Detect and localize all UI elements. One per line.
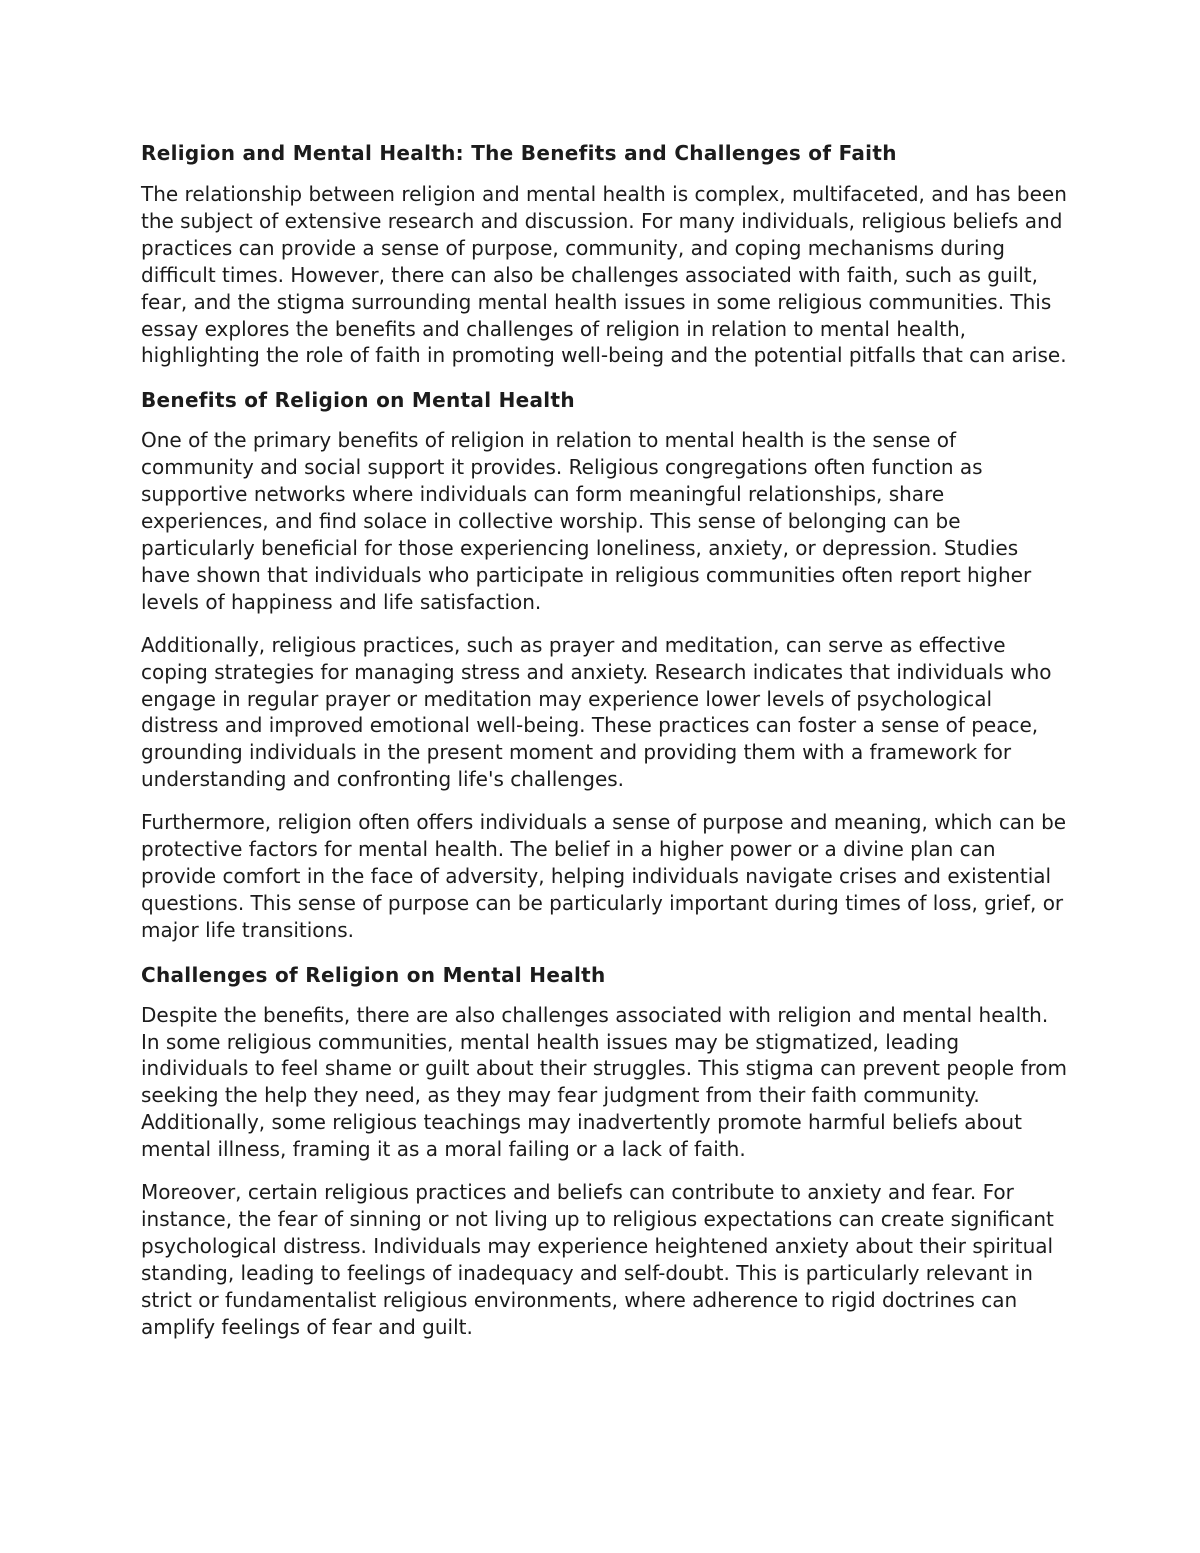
document-body <box>141 138 1071 1357</box>
intro-paragraph: The relationship between religion and mental health is complex, multifaceted, and has been the subject of extensive research and discussion. For many individuals, religious beliefs and practices can provide a sense of purpose, community, and coping mechanisms during difficult times. However, there can also be challenges associated with faith, such as guilt, fear, and the stigma surrounding mental health issues in some religious communities. This essay explores the benefits and challenges of religion in relation to mental health, highlighting the role of faith in promoting well-being and the potential pitfalls that can arise. <box>141 182 1067 368</box>
section-heading-challenges: Challenges of Religion on Mental Health <box>141 962 606 987</box>
challenges-paragraph: Moreover, certain religious practices and beliefs can contribute to anxiety and fear. For instance, the fear of sinning or not living up to religious expectations can create significant psychological distress. Individuals may experience heightened anxiety about their spiritual standing, leading to feelings of inadequacy and self-doubt. This is particularly relevant in strict or fundamentalist religious environments, where adherence to rigid doctrines can amplify feelings of fear and guilt. <box>141 1180 1054 1339</box>
document-title: Religion and Mental Health: The Benefits and Challenges of Faith <box>141 141 897 165</box>
challenges-paragraph: Despite the benefits, there are also challenges associated with religion and mental health. In some religious communities, mental health issues may be stigmatized, leading individuals to feel shame or guilt about their struggles. This stigma can prevent people from seeking the help they need, as they may fear judgment from their faith community. Additionally, some religious teachings may inadvertently promote harmful beliefs about mental illness, framing it as a moral failing or a lack of faith. <box>141 1002 1068 1162</box>
benefits-paragraph: Additionally, religious practices, such as prayer and meditation, can serve as effective coping strategies for managing stress and anxiety. Research indicates that individuals who engage in regular prayer or meditation may experience lower levels of psychological distress and improved emotional well-being. These practices can foster a sense of peace, grounding individuals in the present moment and providing them with a framework for understanding and confronting life's challenges. <box>141 632 1052 792</box>
section-heading-benefits: Benefits of Religion on Mental Health <box>141 388 575 413</box>
benefits-paragraph: One of the primary benefits of religion in relation to mental health is the sense of community and social support it provides. Religious congregations often function as supportive networks where individuals can form meaningful relationships, share experiences, and find solace in collective worship. This sense of belonging can be particularly beneficial for those experiencing loneliness, anxiety, or depression. Studies have shown that individuals who participate in religious communities often report higher levels of happiness and life satisfaction. <box>141 428 1032 614</box>
benefits-paragraph: Furthermore, religion often offers individuals a sense of purpose and meaning, which can be protective factors for mental health. The belief in a higher power or a divine plan can provide comfort in the face of adversity, helping individuals navigate crises and existential questions. This sense of purpose can be particularly important during times of loss, grief, or major life transitions. <box>141 810 1067 942</box>
